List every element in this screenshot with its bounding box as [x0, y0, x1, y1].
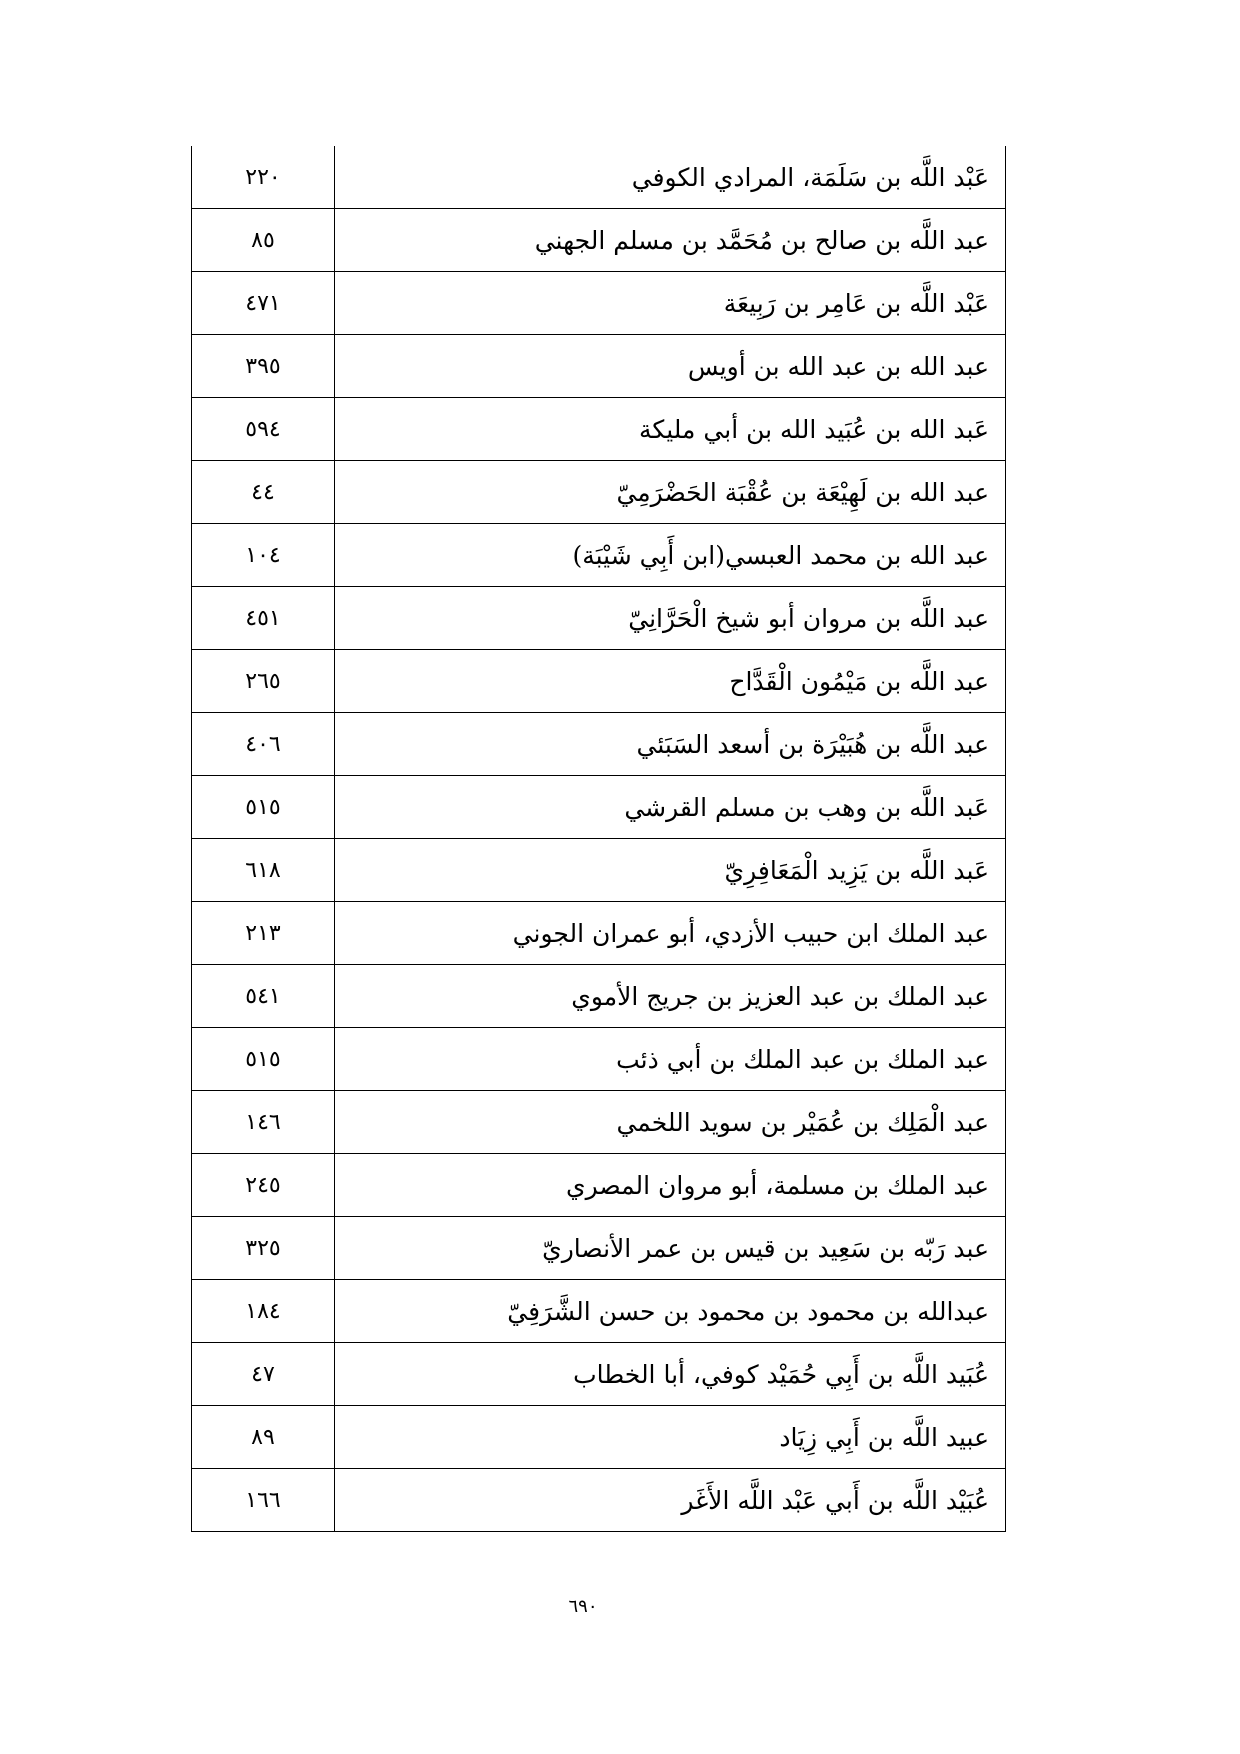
- name-cell: عبدالله بن محمود بن محمود بن حسن الشَّرَفِيّ: [335, 1280, 1006, 1343]
- table-row: [192, 965, 1006, 1028]
- page-ref-cell: ٤٥١: [192, 587, 335, 650]
- name-cell: عَبْد اللَّه بن سَلَمَة، المرادي الكوفي: [335, 146, 1006, 209]
- page-ref-cell: ١٦٦: [192, 1469, 335, 1532]
- page-ref-cell: ٤٤: [192, 461, 335, 524]
- name-cell: عبيد اللَّه بن أَبِي زِيَاد: [335, 1406, 1006, 1469]
- name-cell: عبد الملك بن عبد العزيز بن جريج الأموي: [335, 965, 1006, 1028]
- page-ref-cell: ١٤٦: [192, 1091, 335, 1154]
- table-row: [192, 398, 1006, 461]
- page-ref-cell: ٦١٨: [192, 839, 335, 902]
- name-index-table: [191, 146, 1006, 1532]
- page-ref-cell: ١٠٤: [192, 524, 335, 587]
- page-ref-cell: ٢٢٠: [192, 146, 335, 209]
- table-row: [192, 1406, 1006, 1469]
- page-ref-cell: ٢١٣: [192, 902, 335, 965]
- name-cell: عبد الله بن لَهِيْعَة بن عُقْبَة الحَضْرَمِيّ: [335, 461, 1006, 524]
- page-ref-cell: ٢٦٥: [192, 650, 335, 713]
- page-ref-cell: ٨٩: [192, 1406, 335, 1469]
- name-cell: عبد رَبّه بن سَعِيد بن قيس بن عمر الأنصاريّ: [335, 1217, 1006, 1280]
- table-row: [192, 1280, 1006, 1343]
- name-cell: عبد الْمَلِك بن عُمَيْر بن سويد اللخمي: [335, 1091, 1006, 1154]
- page-ref-cell: ٣٢٥: [192, 1217, 335, 1280]
- page-ref-cell: ٢٤٥: [192, 1154, 335, 1217]
- table-row: [192, 272, 1006, 335]
- name-cell: عبد اللَّه بن صالح بن مُحَمَّد بن مسلم الجهني: [335, 209, 1006, 272]
- table-row: [192, 1343, 1006, 1406]
- name-cell: عُبَيد اللَّه بن أَبِي حُمَيْد كوفي، أبا الخطاب: [335, 1343, 1006, 1406]
- name-cell: عَبد الله بن عُبَيد الله بن أبي مليكة: [335, 398, 1006, 461]
- table-row: [192, 650, 1006, 713]
- page-ref-cell: ٨٥: [192, 209, 335, 272]
- page-ref-cell: ٥٩٤: [192, 398, 335, 461]
- name-cell: عُبَيْد اللَّه بن أَبي عَبْد اللَّه الأَغَر: [335, 1469, 1006, 1532]
- table-row: [192, 524, 1006, 587]
- name-cell: عبد الملك ابن حبيب الأزدي، أبو عمران الجوني: [335, 902, 1006, 965]
- name-index-body: [192, 146, 1006, 1532]
- name-cell: عبد اللَّه بن مروان أبو شيخ الْحَرَّانِيّ: [335, 587, 1006, 650]
- page-ref-cell: ٥١٥: [192, 1028, 335, 1091]
- page-ref-cell: ٥١٥: [192, 776, 335, 839]
- name-cell: عبد الملك بن عبد الملك بن أبي ذئب: [335, 1028, 1006, 1091]
- table-row: [192, 1091, 1006, 1154]
- table-row: [192, 902, 1006, 965]
- page-ref-cell: ٣٩٥: [192, 335, 335, 398]
- name-cell: عبد الملك بن مسلمة، أبو مروان المصري: [335, 1154, 1006, 1217]
- name-cell: عبد اللَّه بن هُبَيْرَة بن أسعد السَبَئي: [335, 713, 1006, 776]
- name-cell: عبد الله بن محمد العبسي(ابن أَبِي شَيْبَة): [335, 524, 1006, 587]
- page-ref-cell: ٥٤١: [192, 965, 335, 1028]
- table-row: [192, 1154, 1006, 1217]
- table-row: [192, 1469, 1006, 1532]
- page-ref-cell: ١٨٤: [192, 1280, 335, 1343]
- table-row: [192, 146, 1006, 209]
- table-row: [192, 587, 1006, 650]
- page-ref-cell: ٤٧١: [192, 272, 335, 335]
- name-cell: عَبد اللَّه بن يَزِيد الْمَعَافِرِيّ: [335, 839, 1006, 902]
- name-cell: عبد الله بن عبد الله بن أويس: [335, 335, 1006, 398]
- table-row: [192, 1028, 1006, 1091]
- table-row: [192, 461, 1006, 524]
- page-ref-cell: ٤٠٦: [192, 713, 335, 776]
- table-row: [192, 776, 1006, 839]
- table-row: [192, 335, 1006, 398]
- page-number: ٦٩٠: [568, 1596, 598, 1617]
- name-cell: عبد اللَّه بن مَيْمُون الْقَدَّاح: [335, 650, 1006, 713]
- table-row: [192, 1217, 1006, 1280]
- name-cell: عَبْد اللَّه بن عَامِر بن رَبِيعَة: [335, 272, 1006, 335]
- table-row: [192, 839, 1006, 902]
- name-cell: عَبد اللَّه بن وهب بن مسلم القرشي: [335, 776, 1006, 839]
- table-row: [192, 209, 1006, 272]
- table-row: [192, 713, 1006, 776]
- page-ref-cell: ٤٧: [192, 1343, 335, 1406]
